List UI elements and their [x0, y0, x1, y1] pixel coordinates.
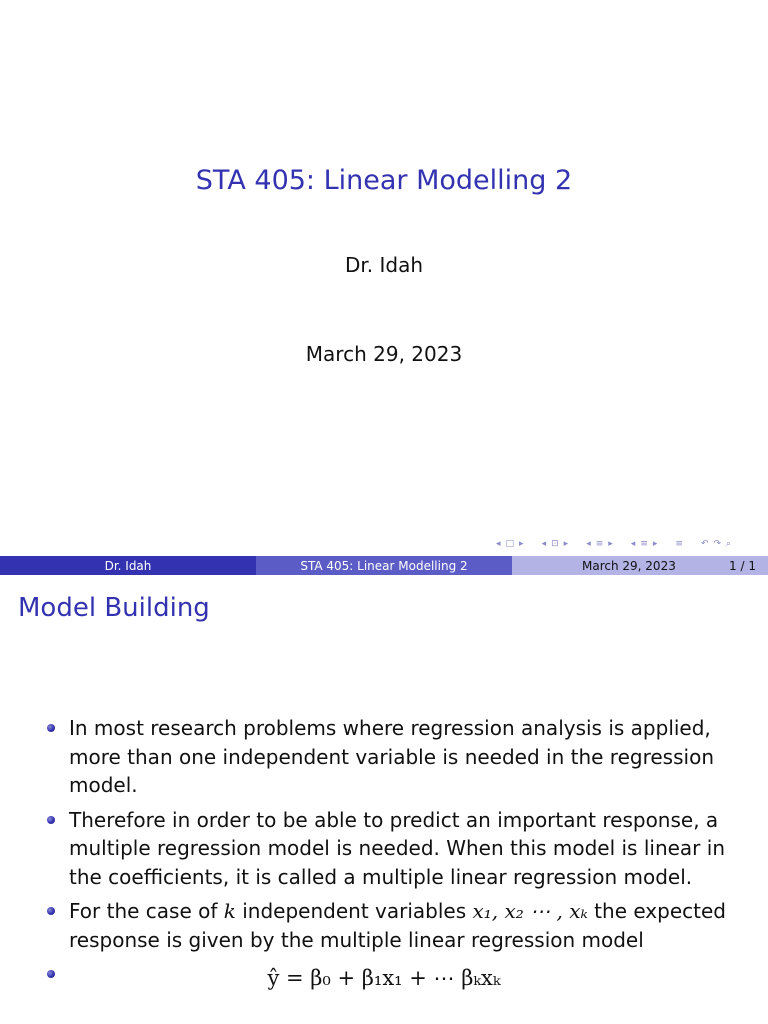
nav-search-icon[interactable]: ⌕: [726, 539, 732, 549]
nav-prev-document-icon[interactable]: ◂: [630, 539, 636, 549]
presentation-date: March 29, 2023: [305, 342, 463, 366]
footer-date-page: [512, 556, 768, 575]
nav-section-icon[interactable]: ≡: [595, 539, 604, 549]
content-slide: [0, 576, 768, 1024]
list-item-text-before: For the case of: [69, 899, 224, 923]
math-k: k: [223, 899, 236, 923]
nav-next-subsection-icon[interactable]: ▸: [563, 539, 569, 549]
math-variables: x₁, x₂ ⋯ , xₖ: [472, 899, 588, 923]
list-item: [0, 806, 768, 892]
frame-title: Model Building: [18, 593, 210, 623]
regression-equation: ŷ = β₀ + β₁x₁ + ⋯ βₖxₖ: [267, 966, 501, 990]
footer-title: [256, 556, 512, 575]
footer-date: March 29, 2023: [582, 558, 676, 573]
slide-footer: [0, 556, 768, 575]
nav-back-icon[interactable]: ↶: [700, 539, 709, 549]
presentation-title: STA 405: Linear Modelling 2: [195, 165, 573, 196]
list-item-text: Therefore in order to be able to predict an important response, a multiple regression model is needed. When this model is linear in the coefficients, it is called a multiple linear regression model.: [69, 807, 725, 889]
list-item: [0, 714, 768, 800]
nav-document-icon[interactable]: ≡: [640, 539, 648, 549]
bullet-icon: [47, 724, 55, 732]
nav-prev-frame-icon[interactable]: ◂: [496, 539, 501, 549]
list-item: [0, 897, 768, 954]
beamer-navigation-bar: [496, 537, 762, 551]
nav-frame-icon[interactable]: □: [505, 539, 515, 549]
nav-appendix-icon[interactable]: ≡: [675, 539, 683, 549]
nav-subsection-icon[interactable]: ⊡: [551, 539, 559, 549]
nav-forward-icon[interactable]: ↷: [713, 539, 722, 549]
footer-page-number: 1 / 1: [729, 558, 756, 573]
nav-prev-section-icon[interactable]: ◂: [586, 539, 591, 549]
footer-author: [0, 556, 256, 575]
footer-title-text: STA 405: Linear Modelling 2: [300, 558, 468, 573]
list-item-text: In most research problems where regression analysis is applied, more than one independent variable is needed in the regression model.: [69, 716, 714, 797]
list-item-text-middle: independent variables: [235, 899, 473, 923]
bullet-icon: [47, 907, 55, 915]
nav-next-document-icon[interactable]: ▸: [652, 539, 658, 549]
bullet-icon: [47, 816, 55, 824]
footer-author-text: Dr. Idah: [104, 558, 152, 573]
list-item-text-after: the expected response is given by the multiple linear regression model: [69, 899, 726, 952]
nav-prev-subsection-icon[interactable]: ◂: [541, 539, 547, 549]
presentation-author: Dr. Idah: [344, 253, 424, 277]
nav-next-section-icon[interactable]: ▸: [608, 539, 613, 549]
bullet-list: [0, 714, 768, 960]
nav-next-frame-icon[interactable]: ▸: [519, 539, 524, 549]
